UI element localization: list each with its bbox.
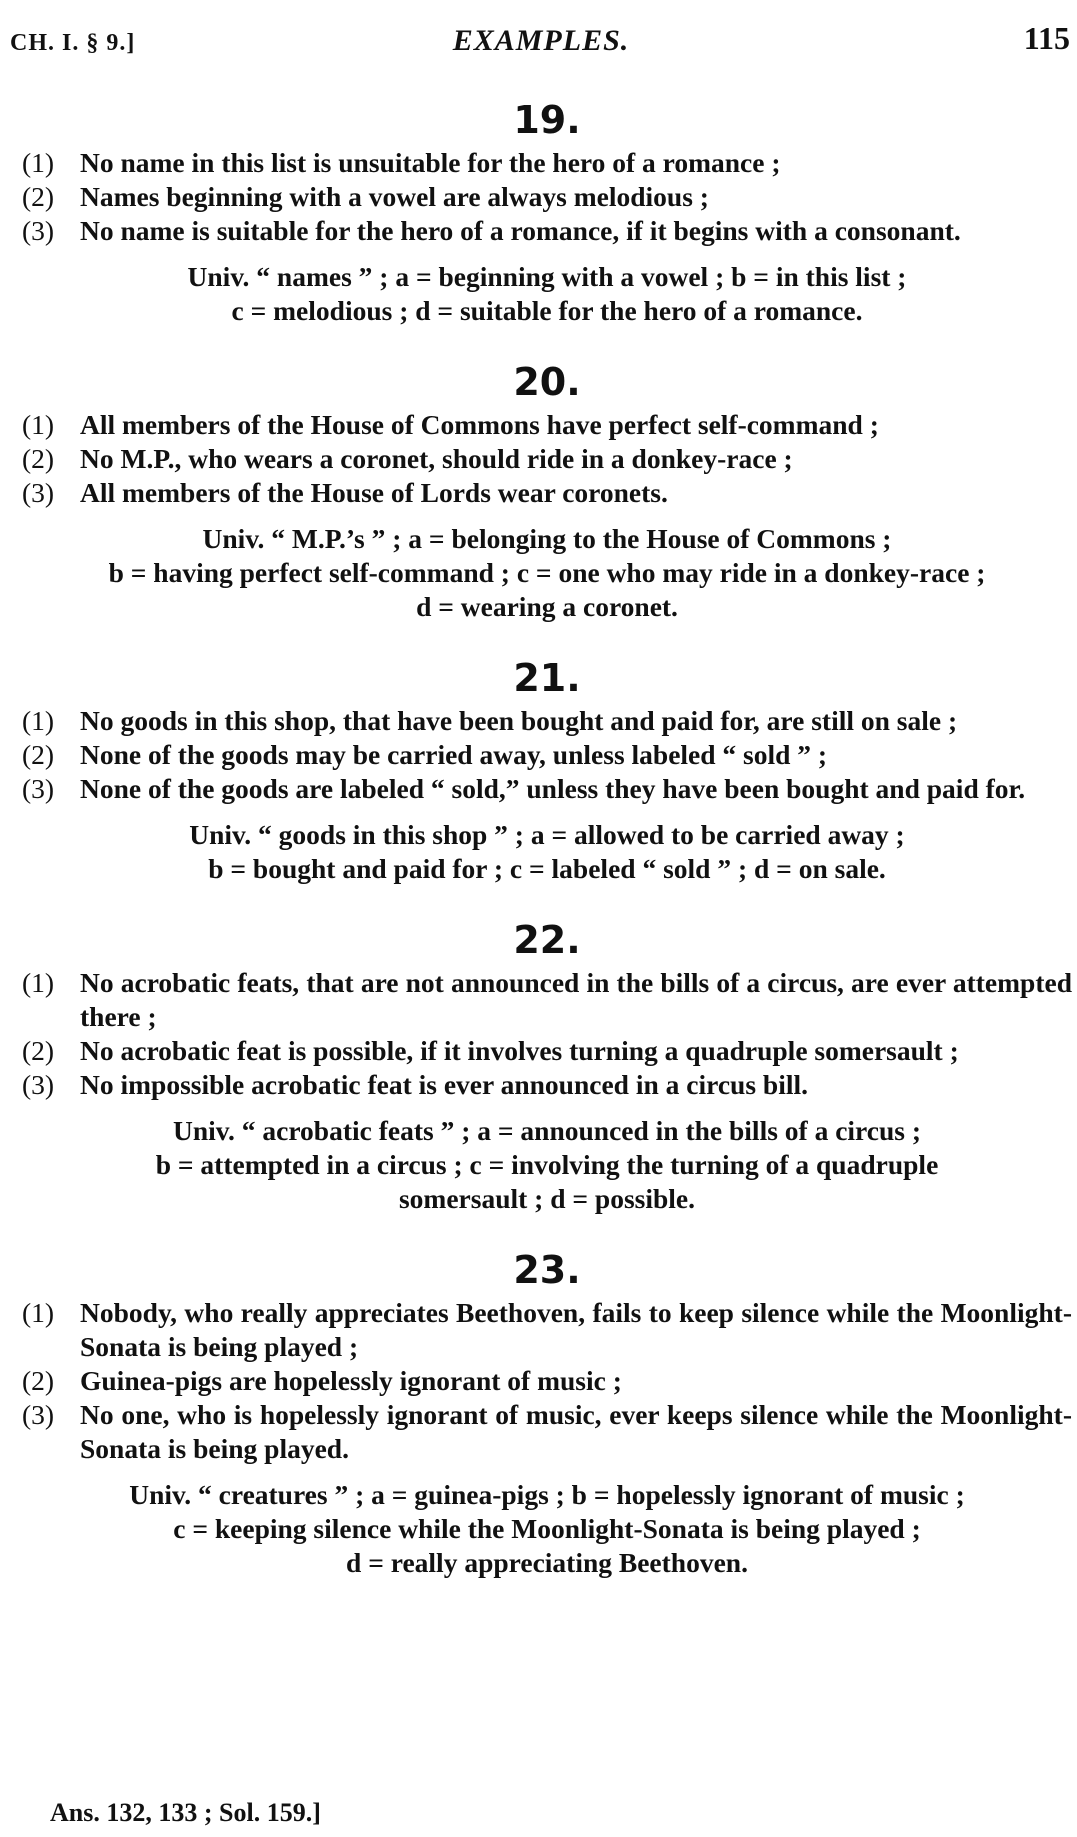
example-number: 23. (513, 1248, 581, 1292)
premise-number: (2) (22, 739, 55, 770)
universe-line: Univ. “ creatures ” ; a = guinea-pigs ; b = hopelessly ignorant of music ; (129, 1479, 965, 1510)
running-head (10, 20, 1072, 60)
universe-line: b = having perfect self-command ; c = one who may ride in a donkey-race ; (108, 557, 986, 588)
premise-text: No impossible acrobatic feat is ever announced in a circus bill. (80, 1069, 808, 1100)
premise-text: Guinea-pigs are hopelessly ignorant of music ; (80, 1365, 622, 1396)
premise-text: All members of the House of Lords wear coronets. (80, 477, 668, 508)
premise-text: None of the goods are labeled “ sold,” unless they have been bought and paid for. (80, 773, 1026, 804)
premise-number: (3) (22, 477, 55, 508)
example-number: 22. (513, 918, 581, 962)
example-20 (22, 362, 1072, 658)
premise-number: (1) (22, 967, 55, 998)
section-title: EXAMPLES. (452, 24, 630, 57)
example-22 (22, 920, 1072, 1250)
premise-list (22, 966, 1072, 1102)
premise-text: Nobody, who really appreciates Beethoven, fails to keep silence while the Moonlight-Sonata is being played ; (80, 1297, 1072, 1362)
answer-reference: Ans. 132, 133 ; Sol. 159.] (50, 1798, 321, 1827)
premise-text: No name is suitable for the hero of a romance, if it begins with a consonant. (80, 215, 961, 246)
examples-container (22, 100, 1072, 1580)
universe-definition (22, 260, 1072, 328)
premise-number: (1) (22, 1297, 55, 1328)
premise-item (22, 772, 1072, 806)
universe-definition (22, 522, 1072, 624)
premise-text: Names beginning with a vowel are always melodious ; (80, 181, 709, 212)
premise-item (22, 180, 1072, 214)
premise-number: (3) (22, 773, 55, 804)
premise-number: (2) (22, 443, 55, 474)
premise-item (22, 214, 1072, 248)
premise-item (22, 1398, 1072, 1466)
premise-text: No name in this list is unsuitable for the hero of a romance ; (80, 147, 781, 178)
example-number: 19. (513, 98, 581, 142)
premise-item (22, 1364, 1072, 1398)
premise-number: (2) (22, 1035, 55, 1066)
page-number: 115 (1023, 20, 1070, 56)
universe-line: d = wearing a coronet. (416, 591, 678, 622)
example-21 (22, 658, 1072, 920)
premise-list (22, 408, 1072, 510)
premise-text: No one, who is hopelessly ignorant of music, ever keeps silence while the Moonlight-Sonata is being played. (80, 1399, 1072, 1464)
universe-line: Univ. “ names ” ; a = beginning with a vowel ; b = in this list ; (187, 261, 907, 292)
example-number: 20. (513, 360, 581, 404)
universe-line: Univ. “ goods in this shop ” ; a = allowed to be carried away ; (189, 819, 905, 850)
premise-number: (1) (22, 147, 55, 178)
universe-definition (22, 1114, 1072, 1216)
universe-line: c = keeping silence while the Moonlight-Sonata is being played ; (173, 1513, 921, 1544)
premise-number: (1) (22, 705, 55, 736)
premise-number: (2) (22, 1365, 55, 1396)
premise-text: No acrobatic feats, that are not announced in the bills of a circus, are ever attempted there ; (80, 967, 1072, 1032)
premise-list (22, 146, 1072, 248)
premise-item (22, 1296, 1072, 1364)
premise-number: (3) (22, 1399, 55, 1430)
universe-definition (22, 818, 1072, 886)
premise-number: (3) (22, 215, 55, 246)
premise-item (22, 476, 1072, 510)
universe-line: c = melodious ; d = suitable for the hero of a romance. (231, 295, 863, 326)
premise-text: No M.P., who wears a coronet, should ride in a donkey-race ; (80, 443, 793, 474)
universe-line: b = attempted in a circus ; c = involving the turning of a quadruple (155, 1149, 939, 1180)
universe-definition (22, 1478, 1072, 1580)
premise-text: None of the goods may be carried away, unless labeled “ sold ” ; (80, 739, 828, 770)
premise-number: (3) (22, 1069, 55, 1100)
premise-number: (1) (22, 409, 55, 440)
premise-item (22, 442, 1072, 476)
premise-item (22, 966, 1072, 1034)
example-number: 21. (513, 656, 581, 700)
premise-text: All members of the House of Commons have perfect self-command ; (80, 409, 879, 440)
universe-line: Univ. “ M.P.’s ” ; a = belonging to the House of Commons ; (202, 523, 892, 554)
premise-item (22, 146, 1072, 180)
premise-text: No acrobatic feat is possible, if it involves turning a quadruple somersault ; (80, 1035, 959, 1066)
premise-list (22, 1296, 1072, 1466)
premise-list (22, 704, 1072, 806)
universe-line: somersault ; d = possible. (398, 1183, 696, 1214)
universe-line: d = really appreciating Beethoven. (346, 1547, 748, 1578)
premise-item (22, 1068, 1072, 1102)
example-23 (22, 1250, 1072, 1580)
premise-text: No goods in this shop, that have been bought and paid for, are still on sale ; (80, 705, 958, 736)
premise-number: (2) (22, 181, 55, 212)
universe-line: Univ. “ acrobatic feats ” ; a = announced in the bills of a circus ; (172, 1115, 921, 1146)
chapter-reference: CH. I. § 9.] (10, 30, 136, 56)
premise-item (22, 408, 1072, 442)
premise-item (22, 704, 1072, 738)
premise-item (22, 1034, 1072, 1068)
premise-item (22, 738, 1072, 772)
universe-line: b = bought and paid for ; c = labeled “ sold ” ; d = on sale. (208, 853, 886, 884)
example-19 (22, 100, 1072, 362)
